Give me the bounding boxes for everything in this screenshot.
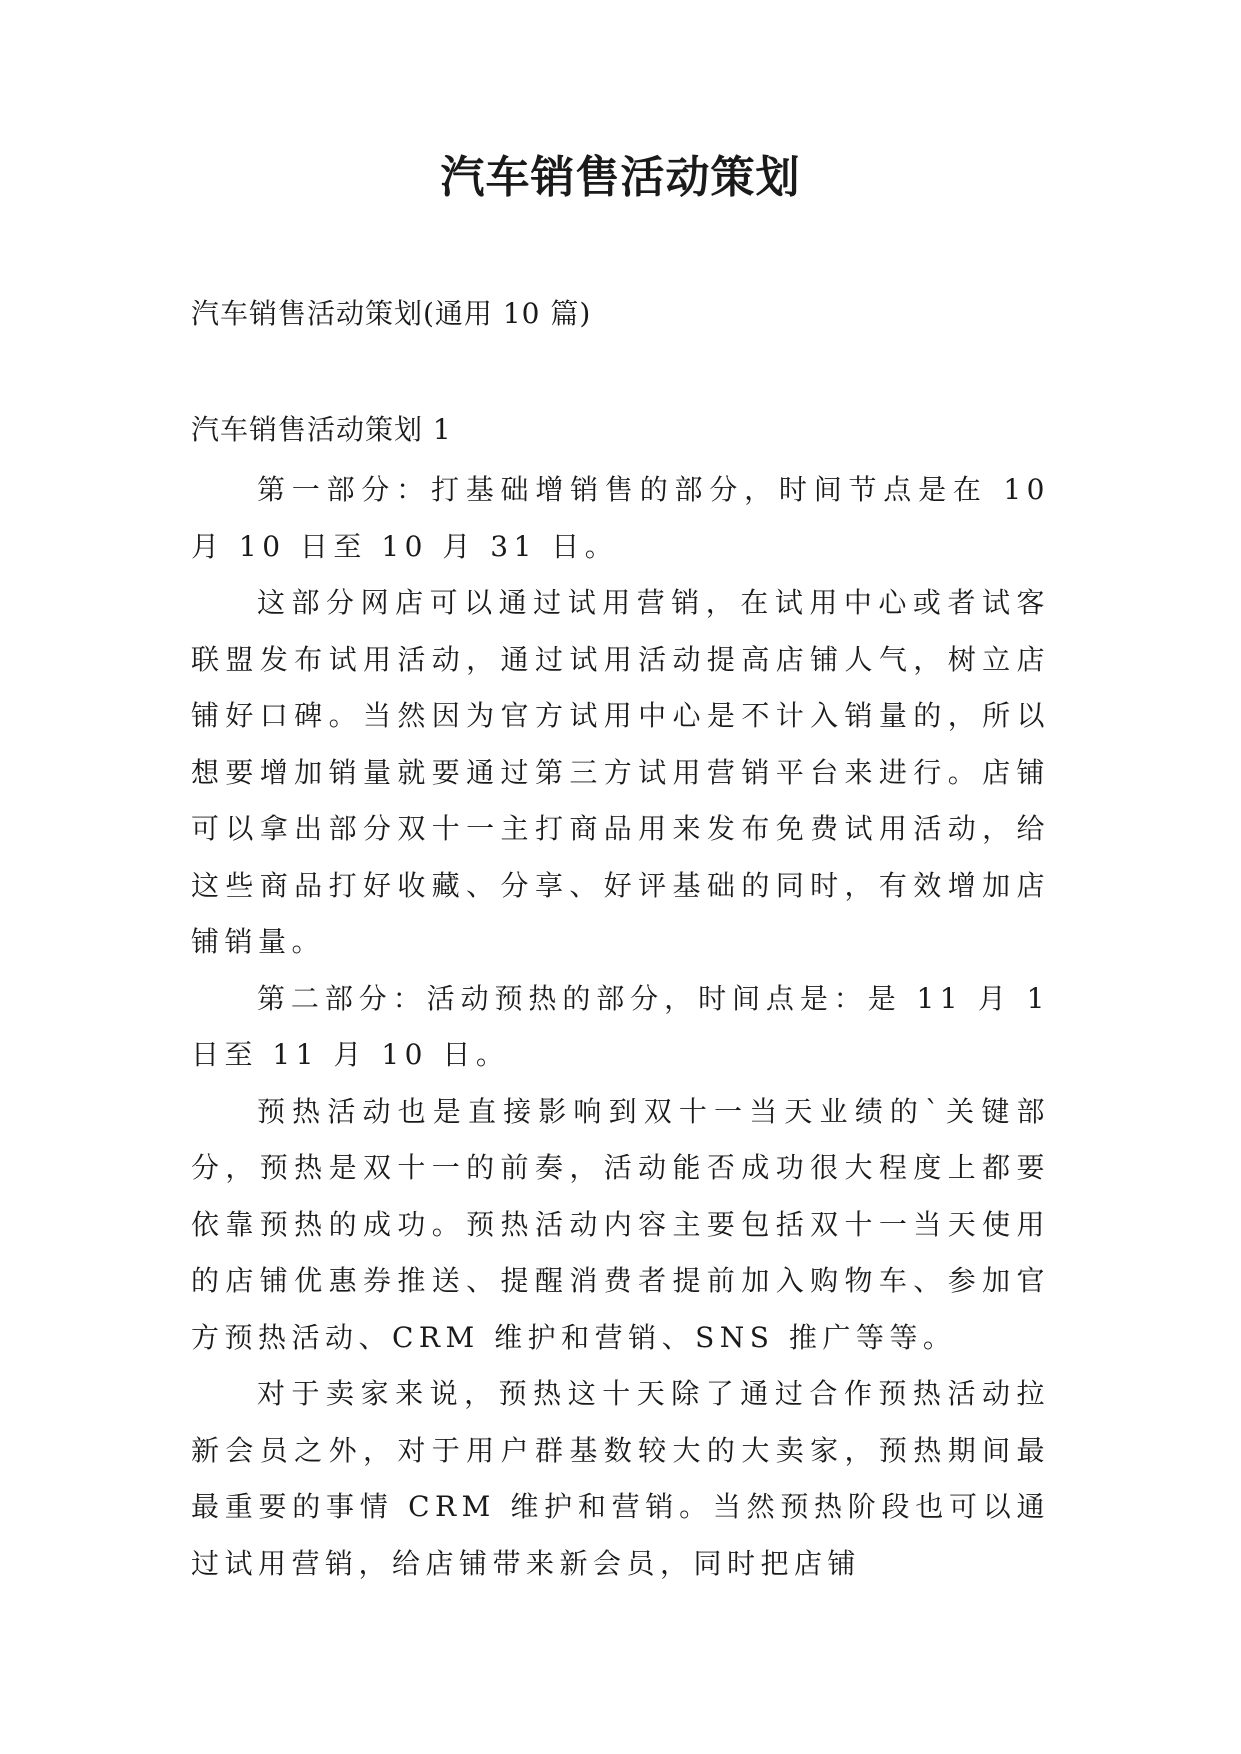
document-body [191, 462, 1050, 1592]
paragraph: 这部分网店可以通过试用营销，在试用中心或者试客联盟发布试用活动，通过试用活动提高店铺人气，树立店铺好口碑。当然因为官方试用中心是不计入销量的，所以想要增加销量就要通过第三方试用营销平台来进行。店铺可以拿出部分双十一主打商品用来发布免费试用活动，给这些商品打好收藏、分享、好评基础的同时，有效增加店铺销量。 [191, 586, 1050, 958]
document-subtitle: 汽车销售活动策划(通用 10 篇) [191, 297, 592, 330]
paragraph: 第二部分：活动预热的部分，时间点是：是 11 月 1 日至 11 月 10 日。 [191, 981, 1050, 1071]
paragraph: 预热活动也是直接影响到双十一当天业绩的`关键部分，预热是双十一的前奏，活动能否成功很大程度上都要依靠预热的成功。预热活动内容主要包括双十一当天使用的店铺优惠券推送、提醒消费者提前加入购物车、参加官方预热活动、CRM 维护和营销、SNS 推广等等。 [191, 1094, 1050, 1354]
section-heading: 汽车销售活动策划 1 [191, 413, 452, 446]
document-title: 汽车销售活动策划 [440, 152, 801, 203]
paragraph: 对于卖家来说，预热这十天除了通过合作预热活动拉新会员之外，对于用户群基数较大的大卖家，预热期间最最重要的事情 CRM 维护和营销。当然预热阶段也可以通过试用营销，给店铺带来新会员，同时把店铺 [191, 1377, 1050, 1580]
paragraph: 第一部分：打基础增销售的部分，时间节点是在 10 月 10 日至 10 月 31 日。 [191, 473, 1050, 563]
